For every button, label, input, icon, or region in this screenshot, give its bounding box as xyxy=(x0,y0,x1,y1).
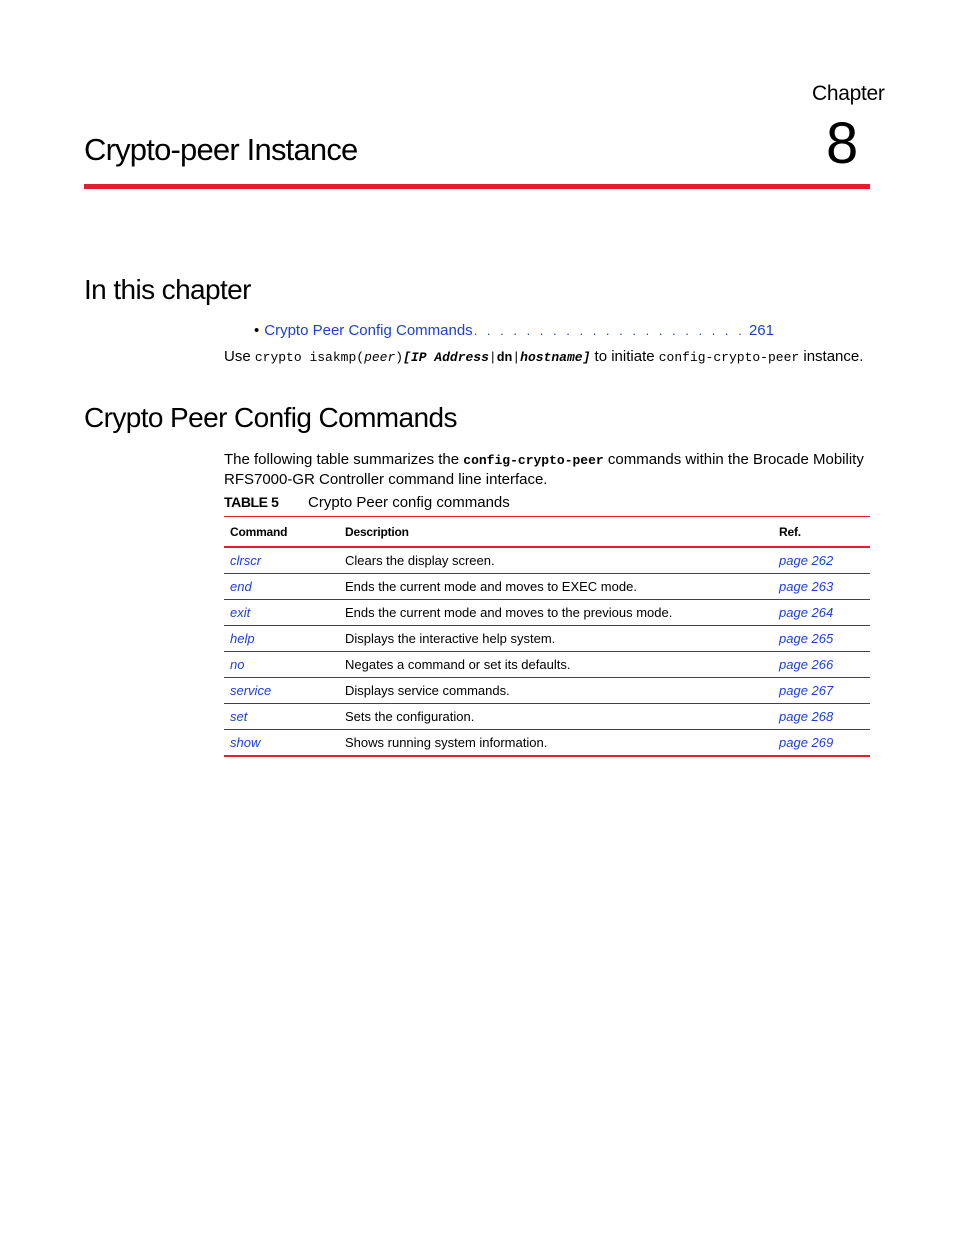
page-ref-link[interactable]: page 263 xyxy=(773,574,870,600)
command-link-show[interactable]: show xyxy=(224,730,339,757)
intro-command: config-crypto-peer xyxy=(463,453,604,468)
table-header-row xyxy=(224,517,870,548)
table-row xyxy=(224,547,870,574)
intro-paragraph xyxy=(224,450,874,489)
usage-suffix: instance. xyxy=(799,348,864,365)
title-rule xyxy=(84,184,870,189)
usage-prefix: Use xyxy=(224,348,255,365)
command-description: Ends the current mode and moves to the previous mode. xyxy=(339,600,773,626)
table-row xyxy=(224,652,870,678)
column-header-command: Command xyxy=(224,517,339,548)
command-link-no[interactable]: no xyxy=(224,652,339,678)
toc-leader xyxy=(474,323,743,338)
page-ref-link[interactable]: page 269 xyxy=(773,730,870,757)
table-row xyxy=(224,730,870,757)
commands-heading: Crypto Peer Config Commands xyxy=(84,402,457,433)
page-ref-link[interactable]: page 262 xyxy=(773,547,870,574)
command-description: Sets the configuration. xyxy=(339,704,773,730)
usage-command-close: ) xyxy=(395,350,404,365)
command-description: Negates a command or set its defaults. xyxy=(339,652,773,678)
page-ref-link[interactable]: page 268 xyxy=(773,704,870,730)
command-link-exit[interactable]: exit xyxy=(224,600,339,626)
command-link-help[interactable]: help xyxy=(224,626,339,652)
chapter-title: Crypto-peer Instance xyxy=(84,132,358,167)
toc-page-number[interactable]: 261 xyxy=(748,322,774,339)
command-link-clrscr[interactable]: clrscr xyxy=(224,547,339,574)
page-ref-link[interactable]: page 264 xyxy=(773,600,870,626)
usage-separator: | xyxy=(512,350,521,365)
intro-suffix: commands within the Brocade Mobility RFS7000-GR Controller command line interface. xyxy=(224,451,864,488)
usage-separator: | xyxy=(488,350,497,365)
intro-prefix: The following table summarizes the xyxy=(224,451,464,468)
usage-command-peer: peer xyxy=(364,350,396,365)
bullet: • xyxy=(254,322,260,339)
toc-link-crypto-peer-config-commands[interactable]: Crypto Peer Config Commands xyxy=(264,322,473,339)
table-row xyxy=(224,574,870,600)
usage-paragraph xyxy=(224,347,874,367)
table-caption xyxy=(224,494,510,511)
command-description: Displays service commands. xyxy=(339,678,773,704)
in-this-chapter-heading: In this chapter xyxy=(84,274,251,305)
page-ref-link[interactable]: page 265 xyxy=(773,626,870,652)
usage-command: crypto isakmp( xyxy=(254,350,365,365)
column-header-ref: Ref. xyxy=(773,517,870,548)
chapter-number: 8 xyxy=(826,111,859,176)
table-row xyxy=(224,678,870,704)
usage-mode: config-crypto-peer xyxy=(658,350,800,365)
usage-arg-hostname: hostname] xyxy=(520,350,591,365)
toc-entry[interactable] xyxy=(254,322,774,339)
table-row xyxy=(224,704,870,730)
commands-table xyxy=(224,516,870,757)
page-ref-link[interactable]: page 267 xyxy=(773,678,870,704)
column-header-description: Description xyxy=(339,517,773,548)
command-description: Shows running system information. xyxy=(339,730,773,757)
command-description: Displays the interactive help system. xyxy=(339,626,773,652)
usage-arg-ip: [IP Address xyxy=(403,350,489,365)
table-number: TABLE 5 xyxy=(224,494,279,510)
command-description: Ends the current mode and moves to EXEC mode. xyxy=(339,574,773,600)
command-description: Clears the display screen. xyxy=(339,547,773,574)
table-row xyxy=(224,600,870,626)
page-ref-link[interactable]: page 266 xyxy=(773,652,870,678)
command-link-service[interactable]: service xyxy=(224,678,339,704)
chapter-label: Chapter xyxy=(812,82,885,105)
table-title: Crypto Peer config commands xyxy=(308,494,510,511)
command-link-end[interactable]: end xyxy=(224,574,339,600)
usage-middle: to initiate xyxy=(590,348,659,365)
command-link-set[interactable]: set xyxy=(224,704,339,730)
usage-arg-dn: dn xyxy=(496,350,513,365)
table-row xyxy=(224,626,870,652)
